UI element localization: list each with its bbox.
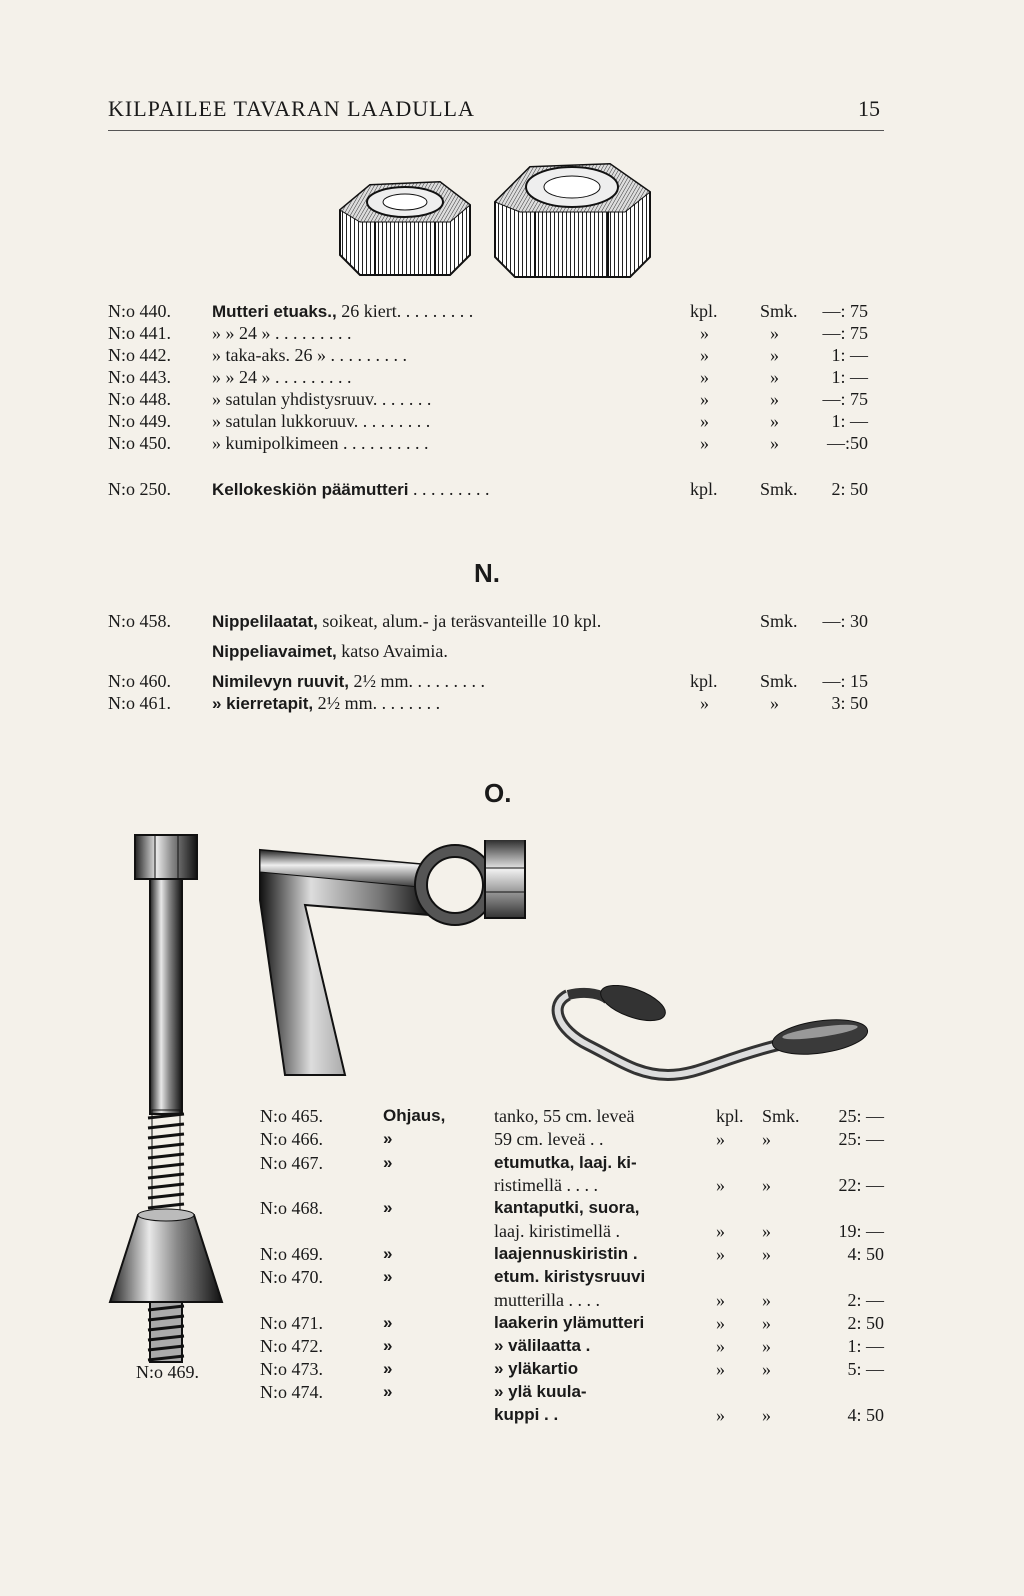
item-currency: » [770, 411, 779, 431]
item-currency: » [770, 433, 779, 453]
item-name: » [383, 1313, 393, 1332]
item-unit: kpl. [690, 479, 718, 499]
item-unit: » [700, 389, 709, 409]
item-name: Ohjaus, [383, 1106, 446, 1125]
item-currency: Smk. [760, 671, 798, 691]
item-number: N:o 440. [108, 301, 171, 321]
item-currency: » [762, 1336, 771, 1356]
bolt-thread-icon [148, 1114, 184, 1208]
item-currency: » [762, 1405, 771, 1425]
item-price: —: 30 [822, 611, 868, 631]
item-unit: » [716, 1290, 725, 1310]
nut-1-icon [340, 182, 470, 275]
item-number: N:o 472. [260, 1336, 323, 1356]
item-description: laaj. kiristimellä . [494, 1221, 620, 1241]
item-price: 5: — [847, 1359, 884, 1379]
item-description: » satulan yhdistysruuv. . . . . . . [212, 389, 432, 409]
item-number: N:o 466. [260, 1129, 323, 1149]
left-grip-icon [596, 985, 669, 1028]
item-currency: » [762, 1313, 771, 1333]
item-description: » » 24 » . . . . . . . . . [212, 367, 352, 387]
item-unit: » [716, 1405, 725, 1425]
item-number: N:o 460. [108, 671, 171, 691]
item-currency: Smk. [760, 611, 798, 631]
item-description: » » 24 » . . . . . . . . . [212, 323, 352, 343]
item-description: » satulan lukkoruuv. . . . . . . . . [212, 411, 431, 431]
item-currency: » [770, 389, 779, 409]
bolt-head-icon [135, 835, 197, 879]
item-number: N:o 250. [108, 479, 171, 499]
price-row [108, 478, 884, 500]
item-description: Nimilevyn ruuvit, 2½ mm. . . . . . . . . [212, 671, 485, 691]
price-row [108, 388, 884, 410]
item-number: N:o 471. [260, 1313, 323, 1333]
price-row [108, 670, 884, 692]
price-row [108, 640, 884, 662]
item-number: N:o 474. [260, 1382, 323, 1402]
item-price: 2: 50 [847, 1313, 884, 1333]
item-description: » yläkartio [494, 1359, 579, 1378]
item-unit: » [716, 1175, 725, 1195]
item-description: » taka-aks. 26 » . . . . . . . . . [212, 345, 407, 365]
item-description: mutterilla . . . . [494, 1290, 600, 1310]
item-name: » [383, 1359, 393, 1378]
item-price: —: 75 [822, 301, 868, 321]
item-price: 2: 50 [831, 479, 868, 499]
item-unit: » [716, 1359, 725, 1379]
price-row [108, 366, 884, 388]
item-price: 4: 50 [847, 1244, 884, 1264]
item-currency: » [762, 1359, 771, 1379]
item-description: » ylä kuula- [494, 1382, 587, 1401]
item-unit: » [700, 433, 709, 453]
item-description: tanko, 55 cm. leveä [494, 1106, 635, 1126]
item-number: N:o 458. [108, 611, 171, 631]
item-price: 25: — [838, 1129, 884, 1149]
item-unit: kpl. [716, 1106, 744, 1126]
page-header-title: KILPAILEE TAVARAN LAADULLA [108, 96, 475, 121]
item-number: N:o 461. [108, 693, 171, 713]
item-name: » [383, 1336, 393, 1355]
item-description: Nippeliavaimet, katso Avaimia. [212, 641, 448, 661]
page-number: 15 [858, 96, 880, 121]
item-description: » välilaatta . [494, 1336, 591, 1355]
item-unit: » [700, 323, 709, 343]
item-description: laajennuskiristin . [494, 1244, 638, 1263]
item-number: N:o 467. [260, 1153, 323, 1173]
price-row [108, 300, 884, 322]
item-unit: » [700, 411, 709, 431]
item-currency: » [762, 1221, 771, 1241]
item-description: ristimellä . . . . [494, 1175, 598, 1195]
item-name: » [383, 1267, 393, 1286]
item-unit: » [716, 1244, 725, 1264]
item-number: N:o 448. [108, 389, 171, 409]
item-currency: » [770, 345, 779, 365]
item-currency: » [770, 323, 779, 343]
item-name: » [383, 1382, 393, 1401]
handlebar-stem-illustration [255, 840, 545, 1080]
figure-caption: N:o 469. [136, 1362, 199, 1382]
item-name: » [383, 1198, 393, 1217]
expander-cone-icon [110, 1209, 222, 1302]
item-unit: » [716, 1336, 725, 1356]
item-unit: » [716, 1129, 725, 1149]
item-price: 1: — [831, 345, 868, 365]
item-currency: » [762, 1290, 771, 1310]
item-price: —: 75 [822, 389, 868, 409]
item-currency: » [770, 367, 779, 387]
item-currency: Smk. [760, 301, 798, 321]
item-price: 1: — [831, 411, 868, 431]
item-description: Nippelilaatat, soikeat, alum.- ja teräsvanteille 10 kpl. [212, 611, 602, 631]
item-description: 59 cm. leveä . . [494, 1129, 604, 1149]
item-price: 4: 50 [847, 1405, 884, 1425]
item-number: N:o 442. [108, 345, 171, 365]
item-unit: kpl. [690, 671, 718, 691]
item-description: kantaputki, suora, [494, 1198, 640, 1217]
price-row [108, 410, 884, 432]
item-number: N:o 450. [108, 433, 171, 453]
item-description: Mutteri etuaks., 26 kiert. . . . . . . . . [212, 301, 474, 321]
bolt-shaft-icon [150, 879, 182, 1114]
item-price: —:50 [826, 433, 868, 453]
item-unit: kpl. [690, 301, 718, 321]
item-unit: » [716, 1221, 725, 1241]
hex-nuts-illustration [330, 160, 660, 285]
item-currency: Smk. [760, 479, 798, 499]
expander-bolt-illustration [100, 830, 240, 1375]
item-number: N:o 443. [108, 367, 171, 387]
item-unit: » [700, 367, 709, 387]
item-number: N:o 470. [260, 1267, 323, 1287]
price-row [108, 344, 884, 366]
item-description: kuppi . . [494, 1405, 559, 1424]
item-description: etumutka, laaj. ki- [494, 1153, 637, 1172]
item-unit: » [700, 693, 709, 713]
item-description: » kierretapit, 2½ mm. . . . . . . . [212, 693, 441, 713]
item-price: 1: — [847, 1336, 884, 1356]
item-price: 19: — [838, 1221, 884, 1241]
nut-2-icon [495, 164, 650, 277]
handlebar-illustration [548, 985, 883, 1090]
item-price: 22: — [838, 1175, 884, 1195]
section-heading-n: N. [474, 558, 500, 588]
section-heading-o: O. [484, 778, 512, 808]
item-number: N:o 468. [260, 1198, 323, 1218]
item-currency: » [762, 1244, 771, 1264]
stem-clamp-icon [415, 840, 525, 925]
item-price: —: 75 [822, 323, 868, 343]
bolt-tail-thread-icon [148, 1302, 184, 1362]
item-number: N:o 441. [108, 323, 171, 343]
item-price: 25: — [838, 1106, 884, 1126]
item-name: » [383, 1153, 393, 1172]
item-currency: » [770, 693, 779, 713]
price-row [108, 432, 884, 454]
item-number: N:o 469. [260, 1244, 323, 1264]
item-number: N:o 449. [108, 411, 171, 431]
item-name: » [383, 1129, 393, 1148]
item-currency: Smk. [762, 1106, 800, 1126]
price-row [108, 322, 884, 344]
item-currency: » [762, 1175, 771, 1195]
header-rule [108, 130, 884, 131]
item-price: 3: 50 [831, 693, 868, 713]
item-description: etum. kiristysruuvi [494, 1267, 646, 1286]
item-name: » [383, 1244, 393, 1263]
item-unit: » [716, 1313, 725, 1333]
item-description: laakerin ylämutteri [494, 1313, 645, 1332]
item-price: —: 15 [822, 671, 868, 691]
item-number: N:o 465. [260, 1106, 323, 1126]
item-price: 1: — [831, 367, 868, 387]
item-unit: » [700, 345, 709, 365]
item-description: » kumipolkimeen . . . . . . . . . . [212, 433, 429, 453]
price-row [108, 610, 884, 632]
item-currency: » [762, 1129, 771, 1149]
price-row [108, 692, 884, 714]
item-price: 2: — [847, 1290, 884, 1310]
item-number: N:o 473. [260, 1359, 323, 1379]
item-description: Kellokeskiön päämutteri . . . . . . . . . [212, 479, 490, 499]
